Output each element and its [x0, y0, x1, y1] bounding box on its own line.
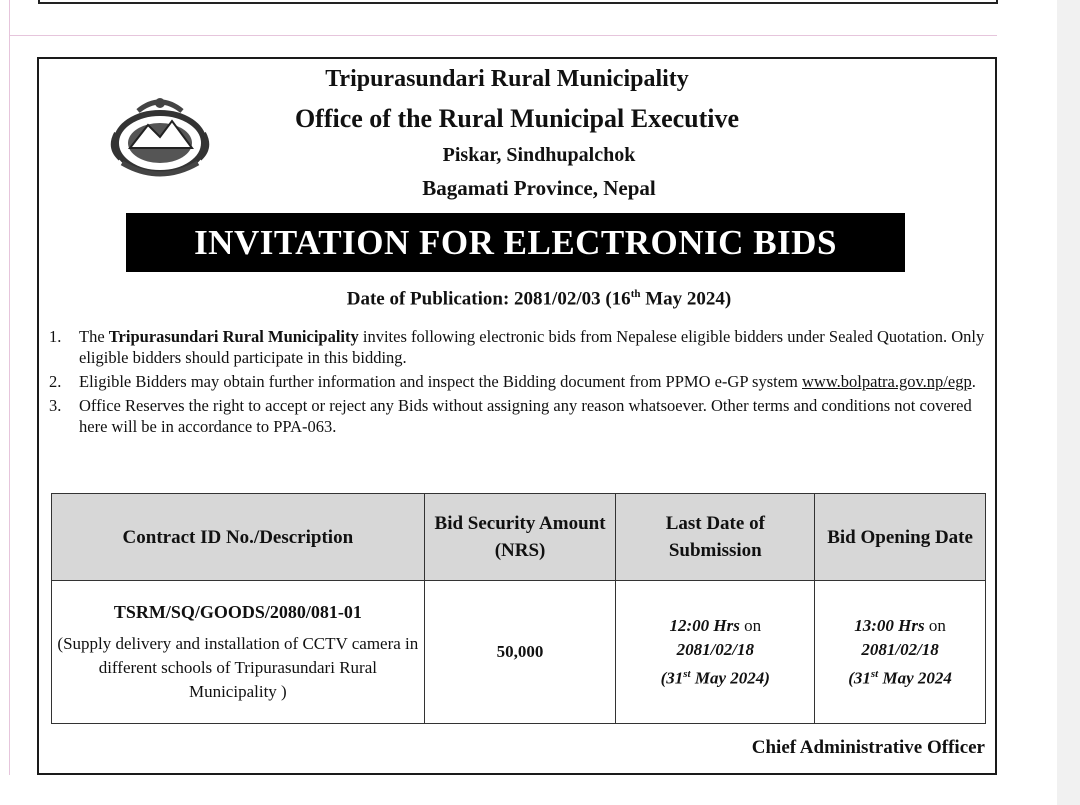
right-side-panel — [1057, 0, 1080, 805]
bid-notice — [37, 57, 997, 775]
cell-opening: 13:00 Hrs on 2081/02/18 (31st May 2024 — [815, 581, 986, 724]
list-item: 1. The Tripurasundari Rural Municipality invites following electronic bids from Nepalese eligible bidders under Sealed Quotation. Only eligible bidders should participate in this bidding. — [49, 327, 985, 367]
office-location: Piskar, Sindhupalchok — [442, 144, 636, 166]
table-row — [52, 581, 986, 724]
cell-amount: 50,000 — [424, 581, 616, 724]
contract-description: (Supply delivery and installation of CCTV camera in different schools of Tripurasundari Rural Municipality ) — [57, 634, 419, 701]
publication-date: Date of Publication: 2081/02/03 (16th May 2024) — [346, 288, 732, 310]
header-submission: Last Date of Submission — [616, 494, 815, 581]
table-header-row — [52, 494, 986, 581]
cell-submission: 12:00 Hrs on 2081/02/18 (31st May 2024) — [616, 581, 815, 724]
header-security: Bid Security Amount (NRS) — [424, 494, 616, 581]
office-name: Office of the Rural Municipal Executive — [294, 104, 740, 133]
list-item: 3. Office Reserves the right to accept or reject any Bids without assigning any reason whatsoever. Other terms and conditions not covered here will be in accordance to PPA-063. — [49, 396, 972, 436]
cell-contract — [52, 581, 425, 724]
header-opening: Bid Opening Date — [815, 494, 986, 581]
notice-points — [49, 326, 989, 440]
list-item: 2. Eligible Bidders may obtain further information and inspect the Bidding document from PPMO e-GP system www.bolpatra.gov.np/egp. — [49, 372, 976, 391]
office-province: Bagamati Province, Nepal — [422, 176, 656, 200]
bolpatra-link[interactable]: www.bolpatra.gov.np/egp — [802, 372, 972, 391]
signoff: Chief Administrative Officer — [751, 737, 985, 758]
notice-title: INVITATION FOR ELECTRONIC BIDS — [126, 213, 905, 272]
bids-table — [51, 493, 986, 724]
header-contract: Contract ID No./Description — [52, 494, 425, 581]
contract-id: TSRM/SQ/GOODS/2080/081-01 — [113, 602, 362, 622]
separator-line — [9, 35, 997, 36]
left-margin-rule — [9, 0, 10, 775]
org-name: Tripurasundari Rural Municipality — [325, 66, 689, 92]
previous-notice-edge — [38, 0, 998, 4]
